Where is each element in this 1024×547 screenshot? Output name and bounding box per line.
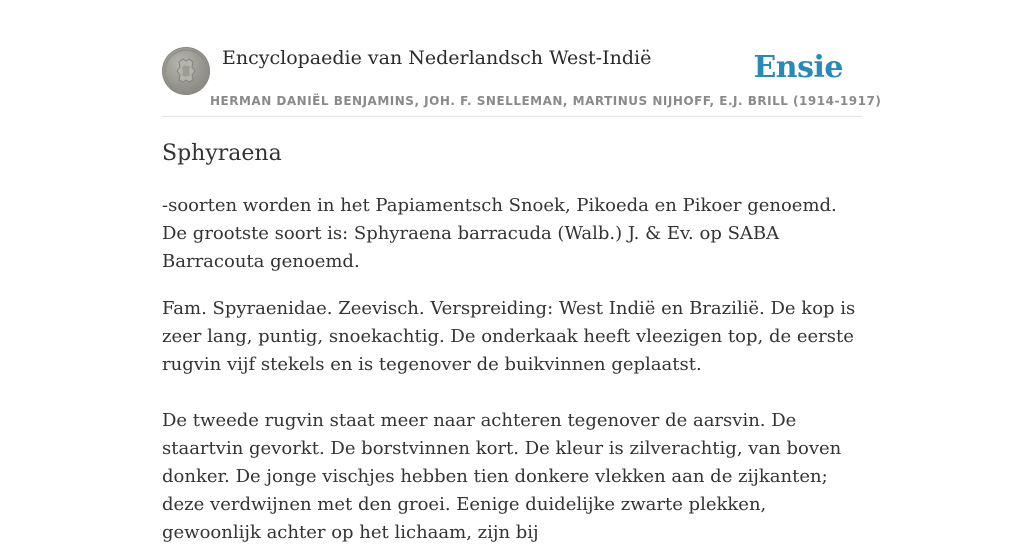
- brand-logo[interactable]: Ensie: [753, 50, 843, 85]
- authors-line: HERMAN DANIËL BENJAMINS, JOH. F. SNELLEMAN, MARTINUS NIJHOFF, E.J. BRILL (1914-1917): [210, 94, 882, 108]
- article-paragraph: De tweede rugvin staat meer naar achteren tegenover de aarsvin. De staartvin gevorkt. De borstvinnen kort. De kleur is zilverachtig, van boven donker. De jonge vischjes hebben tien donkere vlekken aan de zijkanten; deze verdwijnen met den groei. Eenige duidelijke zwarte plekken, gewoonlijk achter op het lichaam, zijn bij: [162, 410, 842, 543]
- encyclopedia-title[interactable]: Encyclopaedie van Nederlandsch West-Indië: [222, 47, 652, 69]
- coin-seal-icon[interactable]: [162, 47, 210, 95]
- article-paragraph: -soorten worden in het Papiamentsch Snoek, Pikoeda en Pikoer genoemd. De grootste soort is: Sphyraena barracuda (Walb.) J. & Ev. op SABA Barracouta genoemd.: [162, 195, 837, 272]
- coin-seal-graphic: [162, 47, 210, 95]
- article-body: [162, 192, 862, 547]
- header: [162, 40, 882, 117]
- article-title: Sphyraena: [162, 141, 282, 166]
- article-paragraph: Fam. Spyraenidae. Zeevisch. Verspreiding: West Indië en Brazilië. De kop is zeer lang, puntig, snoekachtig. De onderkaak heeft vleezigen top, de eerste rugvin vijf stekels en is tegenover de buikvinnen geplaatst.: [162, 298, 856, 375]
